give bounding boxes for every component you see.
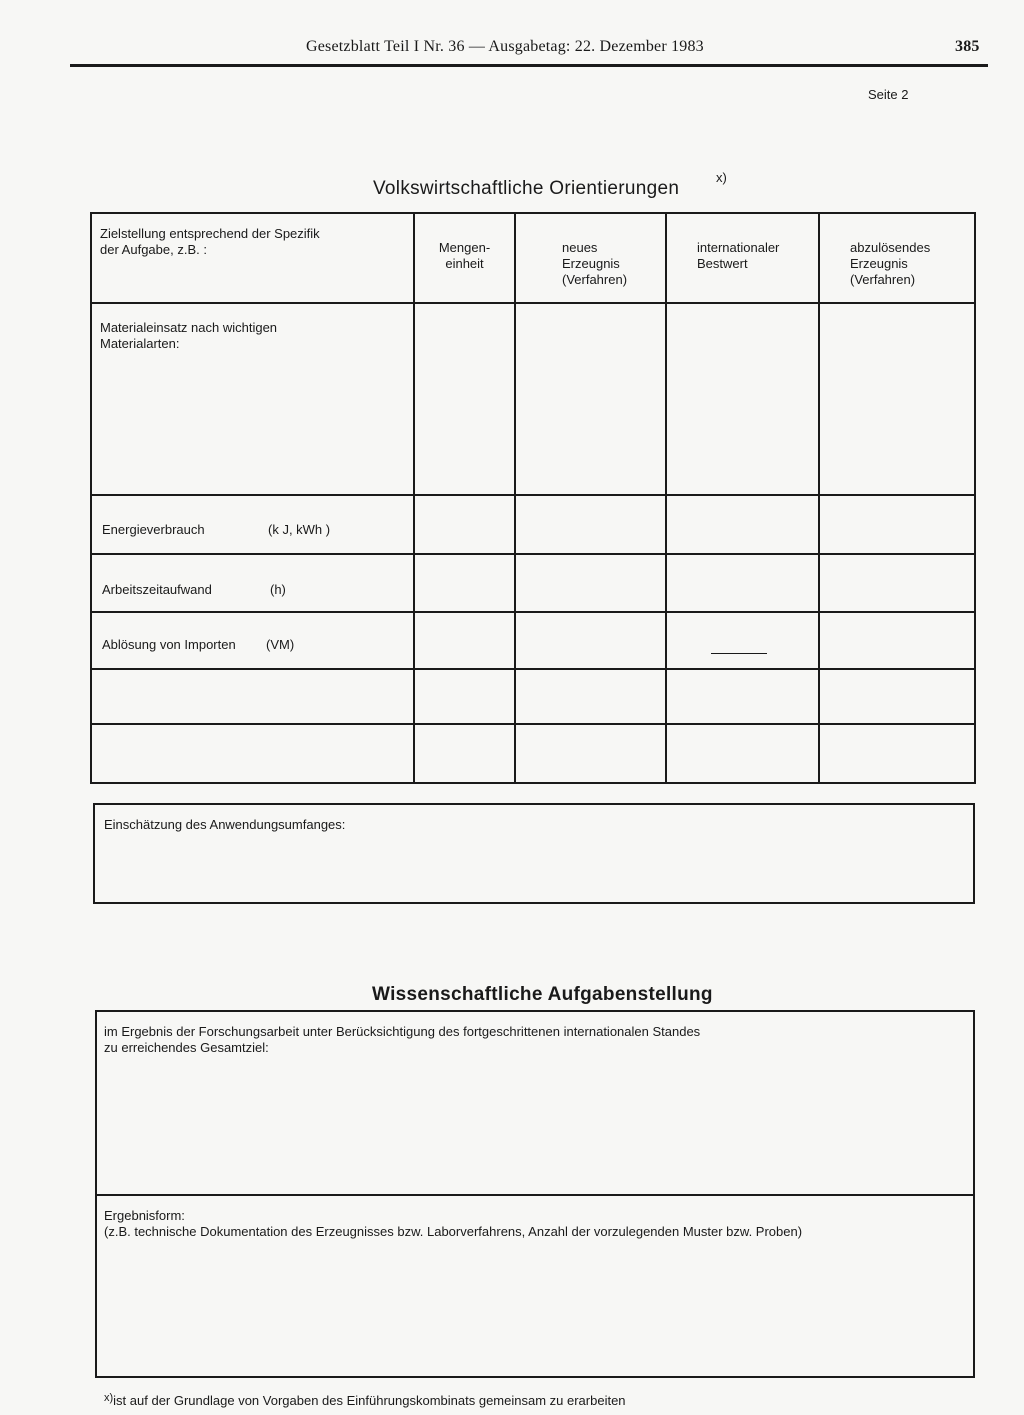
import-neues-cell[interactable] bbox=[515, 612, 666, 669]
material-line2: Materialarten: bbox=[100, 336, 180, 351]
mengeneinheit-line1: Mengen- bbox=[438, 240, 491, 255]
energie-label-cell bbox=[91, 495, 414, 554]
energie-neues-cell[interactable] bbox=[515, 495, 666, 554]
arbeit-neues-cell[interactable] bbox=[515, 554, 666, 612]
empty2-label-cell[interactable] bbox=[91, 724, 414, 783]
orientation-table bbox=[90, 212, 976, 784]
goal-line2: zu erreichendes Gesamtziel: bbox=[104, 1040, 269, 1055]
import-label-cell bbox=[91, 612, 414, 669]
zielstellung-line1: Zielstellung entsprechend der Spezifik bbox=[100, 226, 320, 241]
goal-line1: im Ergebnis der Forschungsarbeit unter Berücksichtigung des fortgeschrittenen internationalen Standes bbox=[104, 1024, 701, 1039]
table-row-empty-2 bbox=[91, 724, 975, 783]
seite-label: Seite 2 bbox=[868, 87, 909, 102]
neues-line1: neues bbox=[562, 240, 598, 255]
header-cell-neues-erzeugnis bbox=[515, 213, 666, 303]
import-bestwert-cell[interactable] bbox=[666, 612, 819, 669]
table-row-arbeitszeit bbox=[91, 554, 975, 612]
abzuloesendes-line3: (Verfahren) bbox=[850, 272, 916, 287]
material-line1: Materialeinsatz nach wichtigen bbox=[100, 320, 278, 335]
running-header: Gesetzblatt Teil I Nr. 36 — Ausgabetag: 22. Dezember 1983 bbox=[306, 38, 704, 55]
arbeit-label-cell bbox=[91, 554, 414, 612]
neues-line3: (Verfahren) bbox=[562, 272, 628, 287]
header-cell-zielstellung bbox=[91, 213, 414, 303]
result-form-box[interactable] bbox=[95, 1194, 975, 1378]
empty2-bestwert-cell[interactable] bbox=[666, 724, 819, 783]
empty1-bestwert-cell[interactable] bbox=[666, 669, 819, 724]
result-line2: (z.B. technische Dokumentation des Erzeugnisses bzw. Laborverfahrens, Anzahl der vorzulegenden Muster bzw. Proben) bbox=[104, 1224, 803, 1239]
energie-mengeneinheit-cell[interactable] bbox=[414, 495, 515, 554]
table-row-material bbox=[91, 303, 975, 495]
energie-unit: (k J, kWh ) bbox=[268, 522, 331, 537]
section1-title: Volkswirtschaftliche Orientierungen bbox=[373, 178, 680, 199]
arbeit-unit: (h) bbox=[270, 582, 286, 597]
empty1-label-cell[interactable] bbox=[91, 669, 414, 724]
header-cell-bestwert bbox=[666, 213, 819, 303]
energie-bestwert-cell[interactable] bbox=[666, 495, 819, 554]
material-label-cell bbox=[91, 303, 414, 495]
empty1-neues-cell[interactable] bbox=[515, 669, 666, 724]
table-row-empty-1 bbox=[91, 669, 975, 724]
empty1-mengeneinheit-cell[interactable] bbox=[414, 669, 515, 724]
energie-label: Energieverbrauch bbox=[102, 522, 205, 537]
table-header-row bbox=[91, 213, 975, 303]
section2-title: Wissenschaftliche Aufgabenstellung bbox=[372, 984, 713, 1005]
header-cell-mengeneinheit bbox=[414, 213, 515, 303]
footnote-mark: x) bbox=[104, 1392, 114, 1404]
assessment-label: Einschätzung des Anwendungsumfanges: bbox=[104, 817, 346, 832]
not-applicable-dash bbox=[711, 653, 767, 654]
header-cell-abzuloesendes bbox=[819, 213, 975, 303]
material-bestwert-cell[interactable] bbox=[666, 303, 819, 495]
footnote-text: ist auf der Grundlage von Vorgaben des Einführungskombinats gemeinsam zu erarbeiten bbox=[113, 1393, 626, 1408]
assessment-box[interactable] bbox=[93, 803, 975, 904]
goal-box[interactable] bbox=[95, 1010, 975, 1196]
neues-line2: Erzeugnis bbox=[562, 256, 620, 271]
empty2-mengeneinheit-cell[interactable] bbox=[414, 724, 515, 783]
arbeit-abzuloesendes-cell[interactable] bbox=[819, 554, 975, 612]
material-mengeneinheit-cell[interactable] bbox=[414, 303, 515, 495]
header-rule bbox=[70, 64, 988, 67]
zielstellung-line2: der Aufgabe, z.B. : bbox=[100, 242, 207, 257]
bestwert-line2: Bestwert bbox=[697, 256, 748, 271]
material-abzuloesendes-cell[interactable] bbox=[819, 303, 975, 495]
mengeneinheit-line2: einheit bbox=[445, 256, 484, 271]
arbeit-bestwert-cell[interactable] bbox=[666, 554, 819, 612]
abzuloesendes-line1: abzulösendes bbox=[850, 240, 931, 255]
import-abzuloesendes-cell[interactable] bbox=[819, 612, 975, 669]
table-row-importe bbox=[91, 612, 975, 669]
import-mengeneinheit-cell[interactable] bbox=[414, 612, 515, 669]
import-label: Ablösung von Importen bbox=[102, 637, 236, 652]
page-number: 385 bbox=[955, 38, 980, 55]
empty2-abzuloesendes-cell[interactable] bbox=[819, 724, 975, 783]
energie-abzuloesendes-cell[interactable] bbox=[819, 495, 975, 554]
table-row-energie bbox=[91, 495, 975, 554]
footnote bbox=[104, 1390, 626, 1409]
abzuloesendes-line2: Erzeugnis bbox=[850, 256, 908, 271]
empty2-neues-cell[interactable] bbox=[515, 724, 666, 783]
arbeit-mengeneinheit-cell[interactable] bbox=[414, 554, 515, 612]
result-line1: Ergebnisform: bbox=[104, 1208, 185, 1223]
import-unit: (VM) bbox=[266, 637, 295, 652]
arbeit-label: Arbeitszeitaufwand bbox=[102, 582, 212, 597]
bestwert-line1: internationaler bbox=[697, 240, 780, 255]
section1-footnote-mark: x) bbox=[716, 170, 727, 185]
empty1-abzuloesendes-cell[interactable] bbox=[819, 669, 975, 724]
material-neues-cell[interactable] bbox=[515, 303, 666, 495]
